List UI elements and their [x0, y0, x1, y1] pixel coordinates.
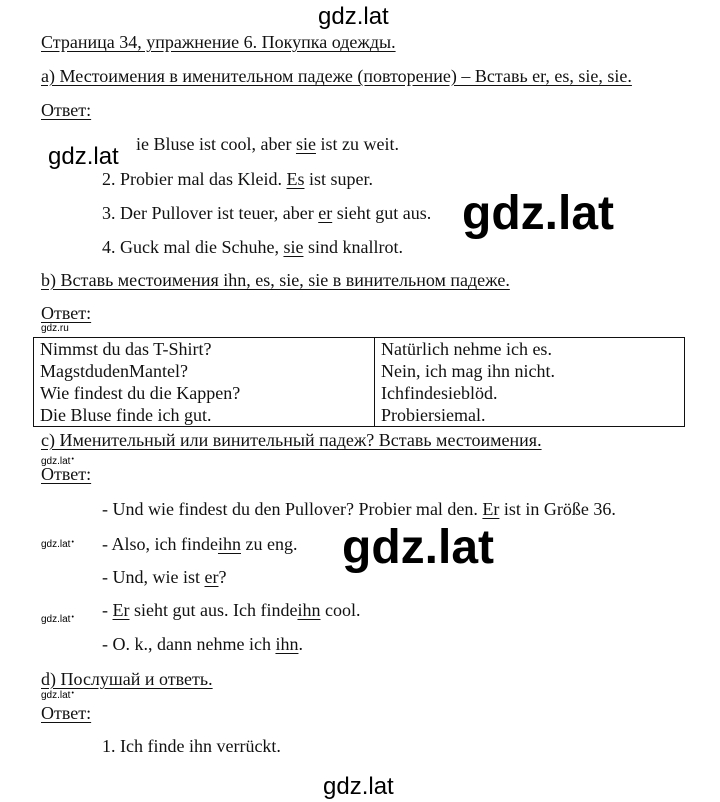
answer-word: er — [204, 567, 219, 587]
watermark-left: gdz.lat — [48, 143, 119, 170]
watermark-table-tag: gdz.ru — [41, 323, 69, 334]
table-cell: Wie findest du die Kappen? — [34, 382, 375, 404]
section-a-answer-label: Ответ: — [41, 100, 92, 120]
section-a-item: 2. Probier mal das Kleid. Es ist super. — [102, 169, 373, 189]
section-c-title: c) Именительный или винительный падеж? Вставь местоимения. — [41, 430, 542, 450]
dialog-line: - Er sieht gut aus. Ich findeihn cool. — [102, 600, 361, 620]
watermark-d-tag: gdz.lat • — [41, 690, 74, 701]
section-a-item: 4. Guck mal die Schuhe, sie sind knallrot. — [102, 237, 403, 257]
dialog-line: - Und, wie ist er? — [102, 567, 227, 587]
answer-word: ihn — [297, 600, 321, 620]
answer-word: Er — [482, 499, 500, 519]
watermark-big-1: gdz.lat — [462, 187, 614, 240]
table-cell: MagstdudenMantel? — [34, 360, 375, 382]
section-a-title: a) Местоимения в именительном падеже (повторение) – Вставь er, es, sie, sie. — [41, 66, 632, 86]
section-b-title: b) Вставь местоимения ihn, es, sie, sie в винительном падеже. — [41, 270, 510, 290]
answer-word: er — [318, 203, 333, 223]
section-a-item: 3. Der Pullover ist teuer, aber er sieht gut aus. — [102, 203, 432, 223]
answer-word: sie — [295, 134, 316, 154]
table-row — [34, 382, 685, 404]
table-cell: Probiersiemal. — [375, 404, 685, 427]
section-b-answer-label: Ответ: — [41, 303, 92, 323]
section-d-answer: 1. Ich finde ihn verrückt. — [102, 736, 281, 756]
watermark-bottom: gdz.lat — [323, 773, 394, 800]
table-row — [34, 360, 685, 382]
answer-word: ihn — [217, 534, 241, 554]
section-d-title: d) Послушай и ответь. — [41, 669, 213, 689]
section-c-answer-label: Ответ: — [41, 464, 92, 484]
answer-word: sie — [283, 237, 304, 257]
dialog-line: - Und wie findest du den Pullover? Probier mal den. Er ist in Größe 36. — [102, 499, 616, 519]
table-row — [34, 404, 685, 427]
watermark-big-2: gdz.lat — [342, 521, 494, 574]
section-a-item: ie Bluse ist cool, aber sie ist zu weit. — [136, 134, 399, 154]
dialog-line: - O. k., dann nehme ich ihn. — [102, 634, 303, 654]
answer-word: Er — [112, 600, 130, 620]
page-header: Страница 34, упражнение 6. Покупка одежды. — [41, 32, 396, 52]
section-d-answer-label: Ответ: — [41, 703, 92, 723]
watermark-line-tag: gdz.lat • — [41, 539, 74, 550]
table-cell: Nein, ich mag ihn nicht. — [375, 360, 685, 382]
dialog-line: - Also, ich findeihn zu eng. — [102, 534, 298, 554]
watermark-line4-tag: gdz.lat • — [41, 614, 74, 625]
watermark-c-tag: gdz.lat • — [41, 456, 74, 467]
vocab-table — [33, 337, 685, 427]
table-row — [34, 338, 685, 361]
table-cell: Nimmst du das T-Shirt? — [34, 338, 375, 361]
answer-word: ihn — [275, 634, 299, 654]
table-cell: Die Bluse finde ich gut. — [34, 404, 375, 427]
answer-word: Es — [286, 169, 305, 189]
watermark-top: gdz.lat — [318, 3, 389, 30]
table-cell: Ichfindesieblöd. — [375, 382, 685, 404]
table-cell: Natürlich nehme ich es. — [375, 338, 685, 361]
